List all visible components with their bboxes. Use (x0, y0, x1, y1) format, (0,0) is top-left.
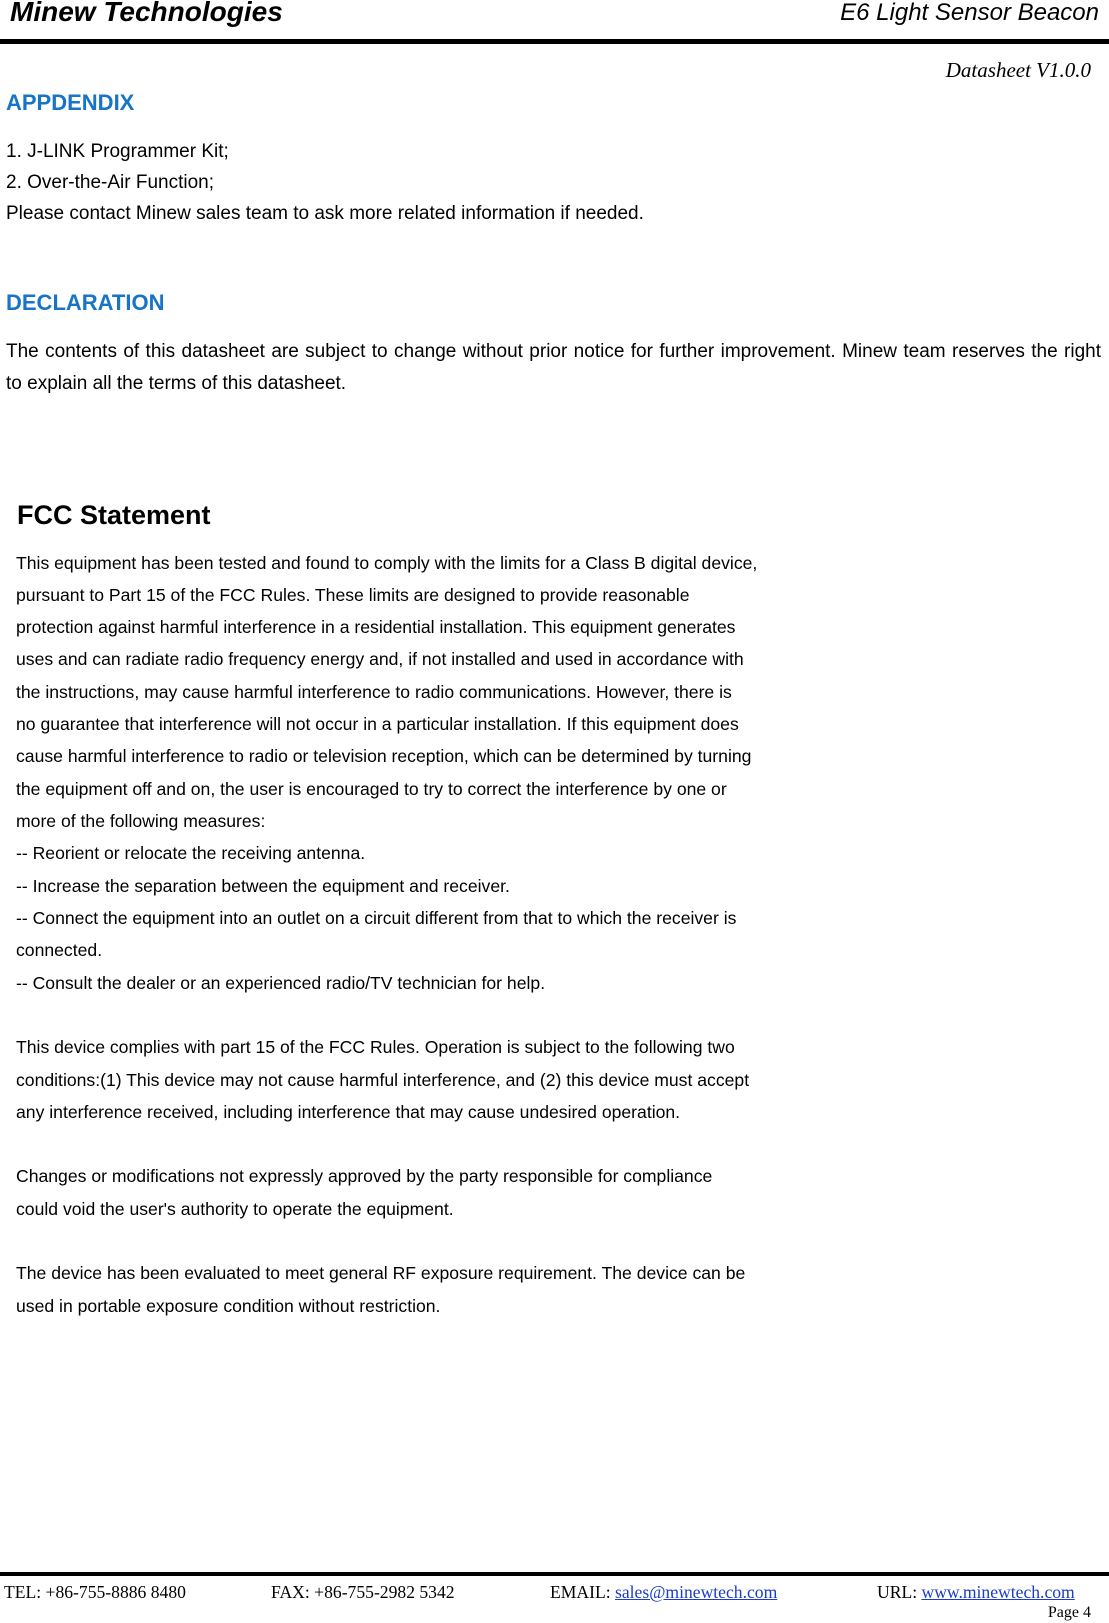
appendix-title: APPDENDIX (6, 90, 135, 115)
declaration-text: The contents of this datasheet are subject to change without prior notice for further improvement. Minew team reserves the right to explain all the terms of this datasheet. (6, 341, 1101, 394)
appendix-line: Please contact Minew sales team to ask more related information if needed. (6, 203, 644, 224)
footer-email (550, 1582, 777, 1603)
fcc-line: used in portable exposure condition without restriction. (16, 1296, 441, 1316)
product-name: E6 Light Sensor Beacon (840, 0, 1099, 26)
footer-fax: FAX: +86-755-2982 5342 (271, 1582, 455, 1602)
fcc-line: protection against harmful interference in a residential installation. This equipment generates (16, 617, 736, 637)
page-number: Page 4 (1047, 1604, 1091, 1621)
fcc-line: no guarantee that interference will not occur in a particular installation. If this equipment does (16, 714, 739, 734)
fcc-line: -- Reorient or relocate the receiving antenna. (16, 843, 366, 863)
fcc-line: the equipment off and on, the user is encouraged to try to correct the interference by one or (16, 779, 727, 799)
footer-url (877, 1582, 1075, 1603)
website-link[interactable]: www.minewtech.com (921, 1582, 1075, 1602)
fcc-line: connected. (16, 940, 103, 960)
header-rule (0, 39, 1109, 44)
footer-rule (0, 1572, 1109, 1576)
fcc-title: FCC Statement (17, 500, 211, 530)
fcc-line: cause harmful interference to radio or television reception, which can be determined by turning (16, 746, 752, 766)
fcc-line: uses and can radiate radio frequency energy and, if not installed and used in accordance with (16, 649, 744, 669)
fcc-line: the instructions, may cause harmful interference to radio communications. However, there is (16, 682, 732, 702)
fcc-line: more of the following measures: (16, 811, 266, 831)
appendix-line: 1. J-LINK Programmer Kit; (6, 141, 229, 162)
fcc-line: The device has been evaluated to meet general RF exposure requirement. The device can be (16, 1263, 746, 1283)
datasheet-version: Datasheet V1.0.0 (945, 58, 1091, 82)
fcc-line: Changes or modifications not expressly approved by the party responsible for compliance (16, 1166, 713, 1186)
appendix-line: 2. Over-the-Air Function; (6, 172, 215, 193)
fcc-line: -- Connect the equipment into an outlet on a circuit different from that to which the receiver is (16, 908, 737, 928)
fcc-line: This device complies with part 15 of the FCC Rules. Operation is subject to the following two (16, 1037, 735, 1057)
fcc-line: conditions:(1) This device may not cause harmful interference, and (2) this device must accept (16, 1070, 750, 1090)
fcc-line: could void the user's authority to operate the equipment. (16, 1199, 454, 1219)
footer-url-label: URL: (877, 1582, 922, 1602)
fcc-line: -- Increase the separation between the equipment and receiver. (16, 876, 510, 896)
fcc-line: -- Consult the dealer or an experienced radio/TV technician for help. (16, 973, 546, 993)
footer-tel: TEL: +86-755-8886 8480 (4, 1582, 186, 1602)
declaration-title: DECLARATION (6, 290, 165, 315)
footer-email-label: EMAIL: (550, 1582, 615, 1602)
email-link[interactable]: sales@minewtech.com (615, 1582, 778, 1602)
fcc-line: pursuant to Part 15 of the FCC Rules. These limits are designed to provide reasonable (16, 585, 690, 605)
company-name: Minew Technologies (10, 0, 283, 27)
fcc-line: This equipment has been tested and found to comply with the limits for a Class B digital device, (16, 553, 758, 573)
fcc-line: any interference received, including interference that may cause undesired operation. (16, 1102, 681, 1122)
